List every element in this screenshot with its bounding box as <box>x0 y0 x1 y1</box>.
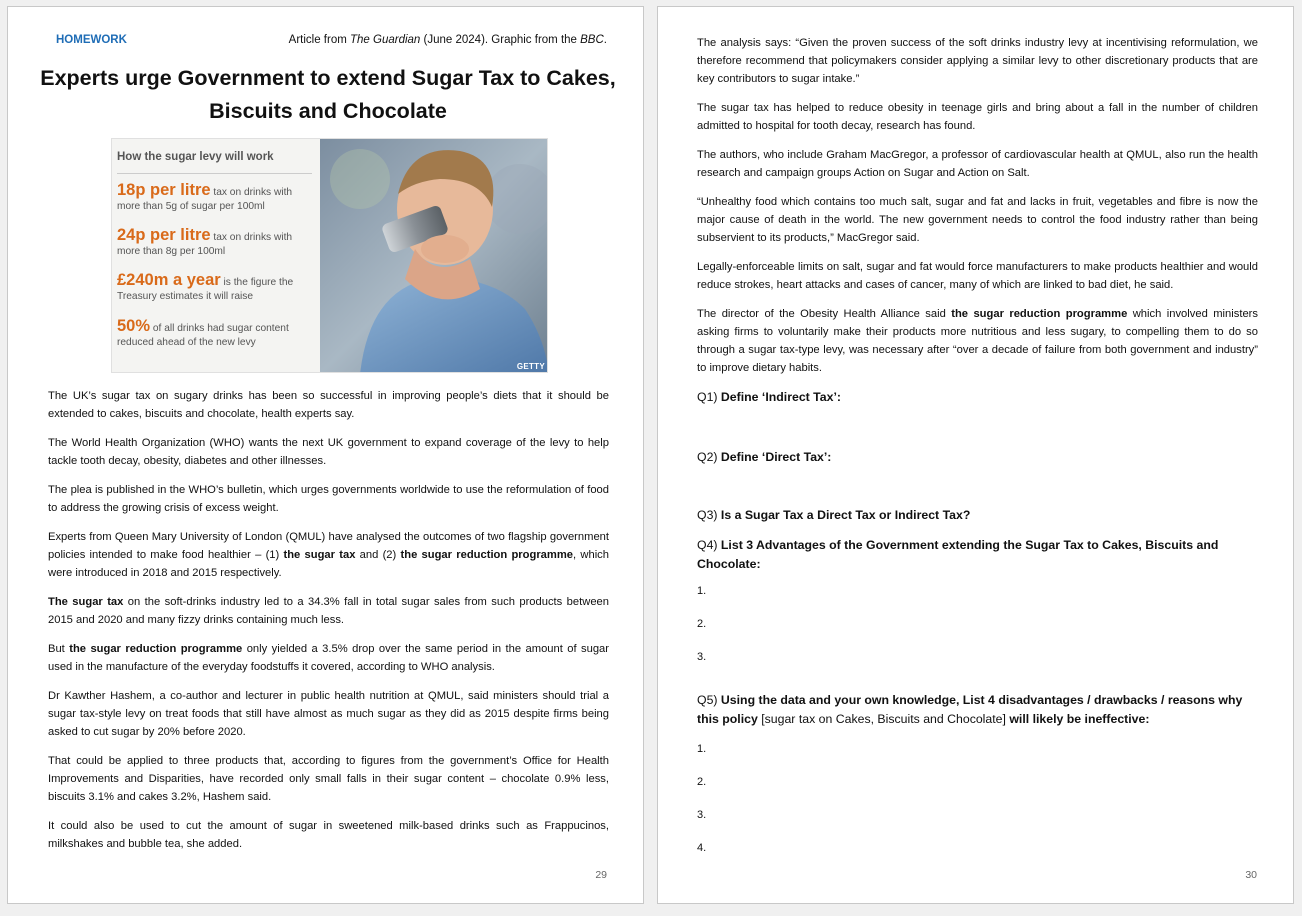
page-29 <box>7 6 644 904</box>
graphic-divider <box>117 173 312 174</box>
answer-line: 1. <box>697 585 707 597</box>
article-paragraph: The director of the Obesity Health Alliance said the sugar reduction programme which involved ministers asking firms to voluntarily make their products more nutritious and less sugary, to compelling them to do so through a sugar tax-type levy, was necessary after “over a decade of failure from both government and industry” to improve dietary habits. <box>697 308 1258 374</box>
article-paragraph: The authors, who include Graham MacGregor, a professor of cardiovascular health at QMUL, also run the health research and campaign groups Action on Sugar and Action on Salt. <box>697 149 1258 179</box>
article-paragraph: The analysis says: “Given the proven success of the soft drinks industry levy at incentivising reformulation, we therefore recommend that policymakers consider applying a similar levy to other discretionary products that are key contributors to sugar intake.” <box>697 37 1258 85</box>
answer-line: 1. <box>697 743 707 755</box>
article-paragraph: The sugar tax on the soft-drinks industry led to a 34.3% fall in total sugar sales from such products between 2015 and 2020 and many fizzy drinks containing much less. <box>48 596 609 626</box>
levy-info-panel <box>112 139 320 373</box>
photo-illustration <box>320 139 548 373</box>
article-paragraph: The UK’s sugar tax on sugary drinks has been so successful in improving people’s diets that it should be extended to cakes, biscuits and chocolate, health experts say. <box>48 390 609 420</box>
answer-line: 4. <box>697 842 707 854</box>
article-paragraph: “Unhealthy food which contains too much salt, sugar and fat and lacks in fruit, vegetables and fibre is now the major cause of death in the world. The new government needs to control the food industry rather than being subservient to its products,” MacGregor said. <box>697 196 1258 244</box>
question-1: Q1) Define ‘Indirect Tax’: <box>697 390 841 404</box>
levy-fact: £240m a year is the figure the Treasury estimates it will raise <box>117 271 294 302</box>
article-body <box>48 387 609 864</box>
article-paragraph: The plea is published in the WHO’s bulletin, which urges governments worldwide to use the reformulation of food to address the growing crisis of excess weight. <box>48 484 609 514</box>
question-4: Q4) List 3 Advantages of the Government extending the Sugar Tax to Cakes, Biscuits and Chocolate: <box>697 538 1219 571</box>
article-paragraph: Legally-enforceable limits on salt, sugar and fat would force manufacturers to make products healthier and would reduce strokes, heart attacks and cases of cancer, many of which are linked to bad diet, he said. <box>697 261 1258 291</box>
article-continuation <box>697 34 1258 854</box>
sugar-levy-graphic <box>111 138 548 373</box>
article-paragraph: But the sugar reduction programme only yielded a 3.5% drop over the same period in the amount of sugar used in the manufacture of the everyday foodstuffs it covered, according to WHO analysis. <box>48 643 610 673</box>
article-paragraph: Dr Kawther Hashem, a co-author and lecturer in public health nutrition at QMUL, said ministers should trial a sugar tax-style levy on treat foods that still have almost as much sugar as they did as 2015 despite firms being asked to cut sugar by 20% before 2020. <box>48 690 609 738</box>
answer-line: 3. <box>697 651 707 663</box>
answer-line: 2. <box>697 618 707 630</box>
answer-line: 3. <box>697 809 707 821</box>
article-paragraph: The sugar tax has helped to reduce obesity in teenage girls and bring about a fall in the number of children admitted to hospital for tooth decay, research has found. <box>697 102 1258 132</box>
page-number: 30 <box>1245 869 1257 881</box>
answer-line: 2. <box>697 776 707 788</box>
levy-fact: 50% of all drinks had sugar content reduced ahead of the new levy <box>117 317 289 348</box>
source-credit: Article from The Guardian (June 2024). Graphic from the BBC. <box>288 34 607 46</box>
article-title: Experts urge Government to extend Sugar Tax to Cakes, Biscuits and Chocolate <box>40 66 616 123</box>
article-paragraph: Experts from Queen Mary University of London (QMUL) have analysed the outcomes of two flagship government policies intended to make food healthier – (1) the sugar tax and (2) the sugar reduction programme, which were introduced in 2018 and 2015 respectively. <box>48 531 609 579</box>
question-2: Q2) Define ‘Direct Tax’: <box>697 450 832 464</box>
article-paragraph: It could also be used to cut the amount of sugar in sweetened milk-based drinks such as Frappucinos, milkshakes and bubble tea, she added. <box>48 820 609 850</box>
boy-drinking-photo <box>320 139 548 373</box>
graphic-heading: How the sugar levy will work <box>117 151 274 163</box>
page-number: 29 <box>595 869 607 881</box>
question-3: Q3) Is a Sugar Tax a Direct Tax or Indirect Tax? <box>697 508 971 522</box>
levy-fact: 24p per litre tax on drinks with more than 8g per 100ml <box>117 226 293 257</box>
page-30 <box>657 6 1294 904</box>
question-5: Q5) Using the data and your own knowledge, List 4 disadvantages / drawbacks / reasons why this policy [sugar tax on Cakes, Biscuits and Chocolate] will likely be ineffective: <box>697 693 1243 726</box>
levy-fact: 18p per litre tax on drinks with more than 5g of sugar per 100ml <box>117 181 293 212</box>
photo-credit: GETTY <box>516 362 545 371</box>
article-paragraph: The World Health Organization (WHO) wants the next UK government to expand coverage of the levy to help tackle tooth decay, obesity, diabetes and other illnesses. <box>48 437 609 467</box>
homework-label: HOMEWORK <box>56 34 127 46</box>
article-paragraph: That could be applied to three products that, according to figures from the government’s Office for Health Improvements and Disparities, have recorded only small falls in their sugar content – chocolate 0.9% less, biscuits 3.1% and cakes 3.2%, Hashem said. <box>48 755 609 803</box>
